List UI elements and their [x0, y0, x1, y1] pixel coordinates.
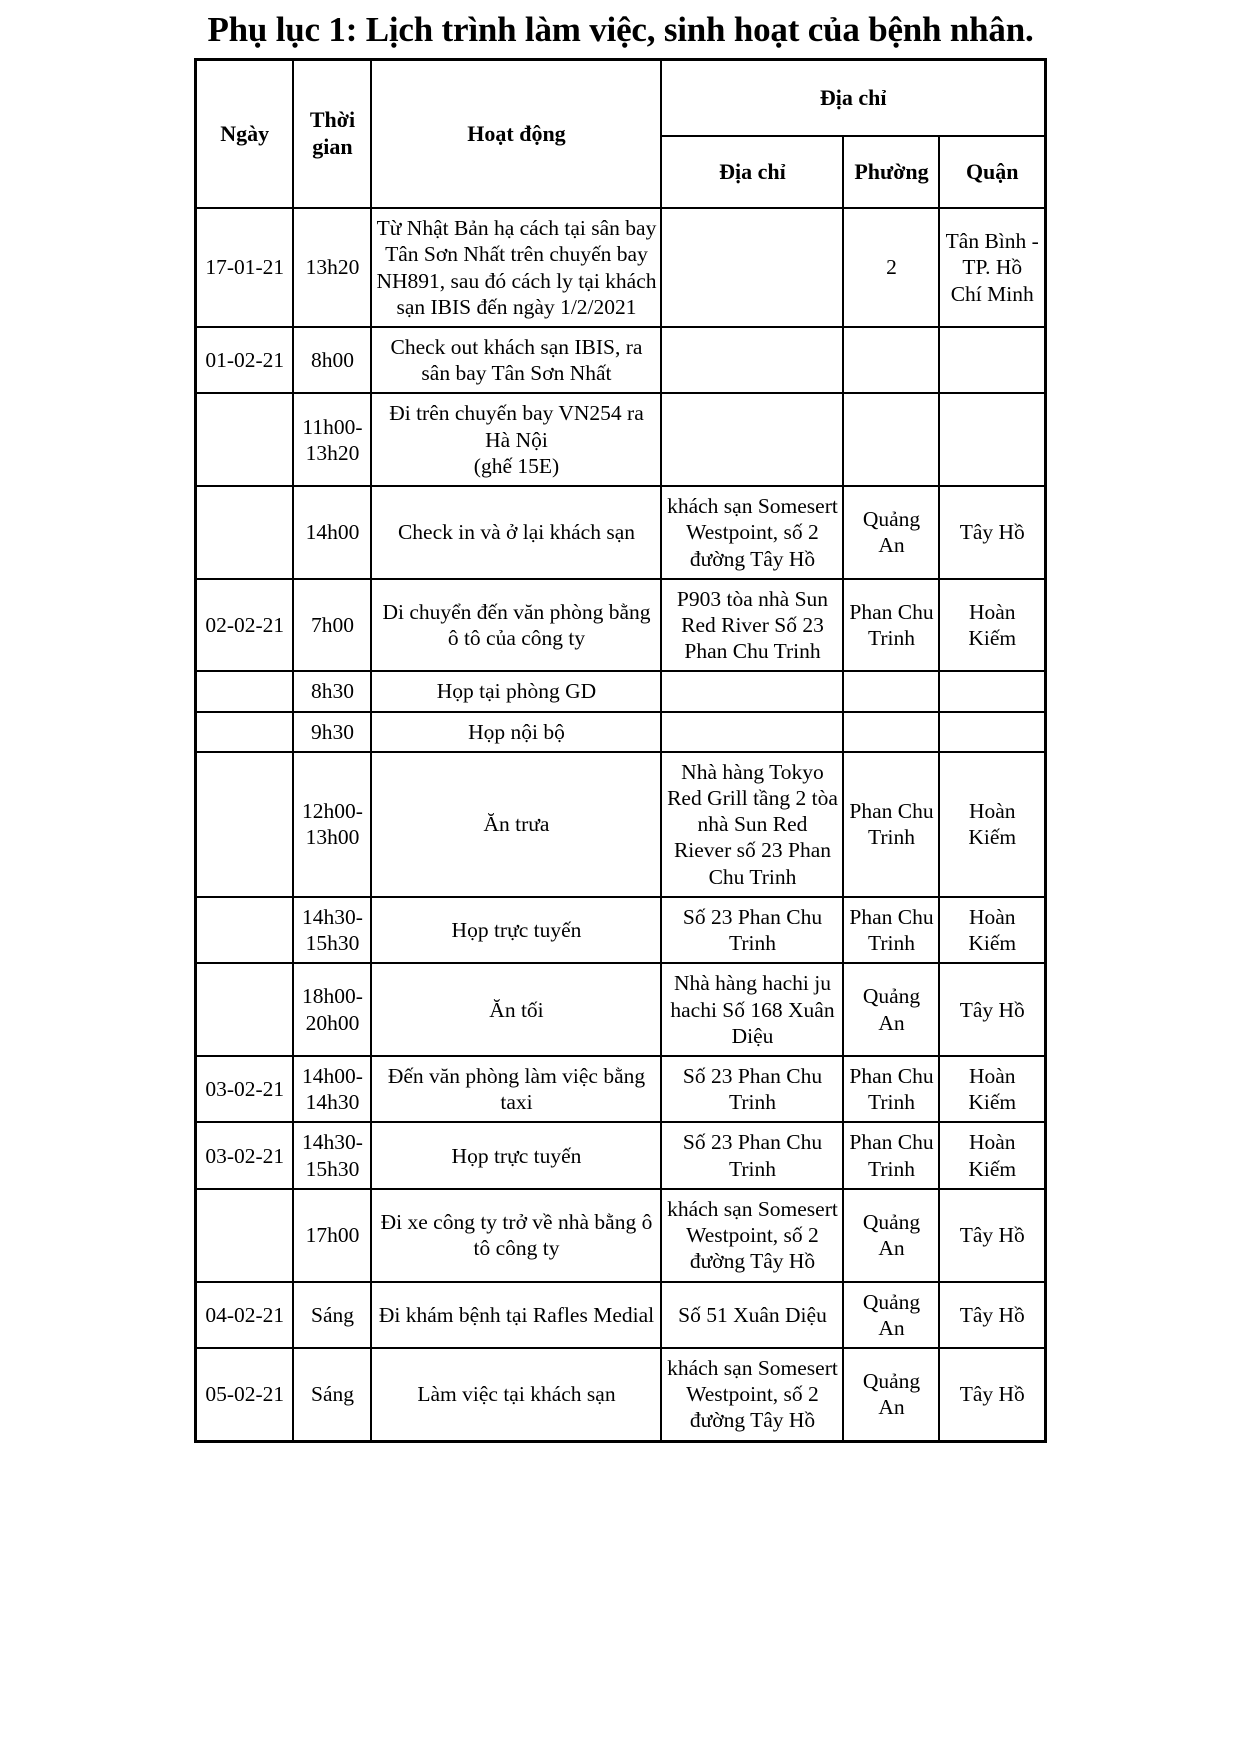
table-row [195, 963, 1045, 1056]
cell-hoat-dong: Từ Nhật Bản hạ cách tại sân bay Tân Sơn Nhất trên chuyến bay NH891, sau đó cách ly tại khách sạn IBIS đến ngày 1/2/2021 [371, 208, 661, 327]
cell-quan: Hoàn Kiếm [939, 752, 1045, 897]
cell-quan: Tây Hồ [939, 1282, 1045, 1348]
table-row [195, 486, 1045, 579]
cell-phuong: Phan Chu Trinh [843, 1122, 939, 1188]
cell-hoat-dong: Ăn trưa [371, 752, 661, 897]
cell-ngay [195, 963, 293, 1056]
table-row [195, 671, 1045, 711]
table-row [195, 327, 1045, 393]
table-row [195, 1282, 1045, 1348]
cell-thoi-gian: 8h00 [293, 327, 371, 393]
cell-dia-chi: Số 23 Phan Chu Trinh [661, 897, 843, 963]
cell-ngay [195, 712, 293, 752]
cell-thoi-gian: 14h00 [293, 486, 371, 579]
cell-hoat-dong: Đi xe công ty trở về nhà bằng ô tô công ty [371, 1189, 661, 1282]
cell-phuong: Quảng An [843, 1348, 939, 1441]
cell-hoat-dong: Ăn tối [371, 963, 661, 1056]
cell-dia-chi: khách sạn Somesert Westpoint, số 2 đường Tây Hồ [661, 486, 843, 579]
table-body [195, 208, 1045, 1441]
cell-thoi-gian: 18h00-20h00 [293, 963, 371, 1056]
cell-hoat-dong: Đi trên chuyến bay VN254 ra Hà Nội (ghế 15E) [371, 393, 661, 486]
cell-hoat-dong: Họp tại phòng GD [371, 671, 661, 711]
page-title: Phụ lục 1: Lịch trình làm việc, sinh hoạt của bệnh nhân. [207, 10, 1034, 49]
cell-thoi-gian: 12h00-13h00 [293, 752, 371, 897]
cell-dia-chi [661, 712, 843, 752]
cell-thoi-gian: Sáng [293, 1348, 371, 1441]
cell-quan: Hoàn Kiếm [939, 579, 1045, 672]
cell-thoi-gian: 14h30-15h30 [293, 1122, 371, 1188]
cell-ngay [195, 671, 293, 711]
cell-dia-chi [661, 393, 843, 486]
table-row [195, 752, 1045, 897]
cell-quan: Tây Hồ [939, 1348, 1045, 1441]
cell-quan: Tây Hồ [939, 1189, 1045, 1282]
cell-dia-chi [661, 671, 843, 711]
table-row [195, 393, 1045, 486]
cell-dia-chi [661, 208, 843, 327]
cell-thoi-gian: 7h00 [293, 579, 371, 672]
cell-dia-chi: Nhà hàng Tokyo Red Grill tầng 2 tòa nhà Sun Red Riever số 23 Phan Chu Trinh [661, 752, 843, 897]
cell-thoi-gian: 13h20 [293, 208, 371, 327]
cell-thoi-gian: 17h00 [293, 1189, 371, 1282]
column-header-quan: Quận [939, 136, 1045, 208]
cell-dia-chi: P903 tòa nhà Sun Red River Số 23 Phan Chu Trinh [661, 579, 843, 672]
cell-ngay: 17-01-21 [195, 208, 293, 327]
table-row [195, 1348, 1045, 1441]
cell-hoat-dong: Di chuyển đến văn phòng bằng ô tô của công ty [371, 579, 661, 672]
cell-thoi-gian: Sáng [293, 1282, 371, 1348]
cell-ngay: 05-02-21 [195, 1348, 293, 1441]
cell-phuong: Quảng An [843, 486, 939, 579]
cell-hoat-dong: Làm việc tại khách sạn [371, 1348, 661, 1441]
cell-ngay: 01-02-21 [195, 327, 293, 393]
cell-hoat-dong: Check in và ở lại khách sạn [371, 486, 661, 579]
column-header-thoi-gian: Thời gian [293, 60, 371, 209]
table-row [195, 1056, 1045, 1122]
cell-phuong: Quảng An [843, 963, 939, 1056]
cell-quan: Hoàn Kiếm [939, 1056, 1045, 1122]
cell-ngay [195, 752, 293, 897]
cell-phuong: 2 [843, 208, 939, 327]
cell-thoi-gian: 11h00-13h20 [293, 393, 371, 486]
cell-hoat-dong: Đi khám bệnh tại Rafles Medial [371, 1282, 661, 1348]
cell-dia-chi: Số 23 Phan Chu Trinh [661, 1122, 843, 1188]
table-header [195, 60, 1045, 209]
table-row [195, 1189, 1045, 1282]
cell-thoi-gian: 14h30-15h30 [293, 897, 371, 963]
cell-ngay [195, 393, 293, 486]
cell-dia-chi: Số 23 Phan Chu Trinh [661, 1056, 843, 1122]
cell-hoat-dong: Check out khách sạn IBIS, ra sân bay Tân Sơn Nhất [371, 327, 661, 393]
column-header-dia-chi-group: Địa chỉ [661, 60, 1045, 137]
cell-ngay: 03-02-21 [195, 1122, 293, 1188]
cell-ngay: 02-02-21 [195, 579, 293, 672]
table-row [195, 1122, 1045, 1188]
table-row [195, 712, 1045, 752]
column-header-phuong: Phường [843, 136, 939, 208]
cell-dia-chi: khách sạn Somesert Westpoint, số 2 đường Tây Hồ [661, 1348, 843, 1441]
cell-dia-chi: Số 51 Xuân Diệu [661, 1282, 843, 1348]
column-header-dia-chi: Địa chỉ [661, 136, 843, 208]
cell-phuong [843, 327, 939, 393]
cell-quan: Hoàn Kiếm [939, 1122, 1045, 1188]
cell-ngay [195, 1189, 293, 1282]
cell-phuong: Phan Chu Trinh [843, 579, 939, 672]
cell-quan: Tây Hồ [939, 486, 1045, 579]
table-row [195, 897, 1045, 963]
cell-quan [939, 671, 1045, 711]
cell-thoi-gian: 14h00-14h30 [293, 1056, 371, 1122]
cell-thoi-gian: 8h30 [293, 671, 371, 711]
column-header-hoat-dong: Hoạt động [371, 60, 661, 209]
cell-dia-chi [661, 327, 843, 393]
cell-phuong [843, 671, 939, 711]
cell-phuong [843, 393, 939, 486]
cell-phuong [843, 712, 939, 752]
cell-quan [939, 393, 1045, 486]
patient-schedule-table [194, 58, 1047, 1443]
column-header-ngay: Ngày [195, 60, 293, 209]
table-row [195, 579, 1045, 672]
cell-quan: Hoàn Kiếm [939, 897, 1045, 963]
document-page [0, 8, 1241, 1762]
cell-quan: Tân Bình - TP. Hồ Chí Minh [939, 208, 1045, 327]
cell-phuong: Quảng An [843, 1282, 939, 1348]
cell-hoat-dong: Đến văn phòng làm việc bằng taxi [371, 1056, 661, 1122]
cell-phuong: Phan Chu Trinh [843, 897, 939, 963]
cell-ngay: 03-02-21 [195, 1056, 293, 1122]
cell-hoat-dong: Họp trực tuyến [371, 1122, 661, 1188]
cell-hoat-dong: Họp trực tuyến [371, 897, 661, 963]
table-row [195, 208, 1045, 327]
cell-ngay: 04-02-21 [195, 1282, 293, 1348]
cell-quan [939, 712, 1045, 752]
cell-quan [939, 327, 1045, 393]
cell-phuong: Phan Chu Trinh [843, 1056, 939, 1122]
cell-thoi-gian: 9h30 [293, 712, 371, 752]
cell-phuong: Quảng An [843, 1189, 939, 1282]
cell-dia-chi: Nhà hàng hachi ju hachi Số 168 Xuân Diệu [661, 963, 843, 1056]
cell-dia-chi: khách sạn Somesert Westpoint, số 2 đường Tây Hồ [661, 1189, 843, 1282]
cell-quan: Tây Hồ [939, 963, 1045, 1056]
cell-hoat-dong: Họp nội bộ [371, 712, 661, 752]
cell-phuong: Phan Chu Trinh [843, 752, 939, 897]
table-header-row-primary [195, 60, 1045, 137]
cell-ngay [195, 486, 293, 579]
cell-ngay [195, 897, 293, 963]
